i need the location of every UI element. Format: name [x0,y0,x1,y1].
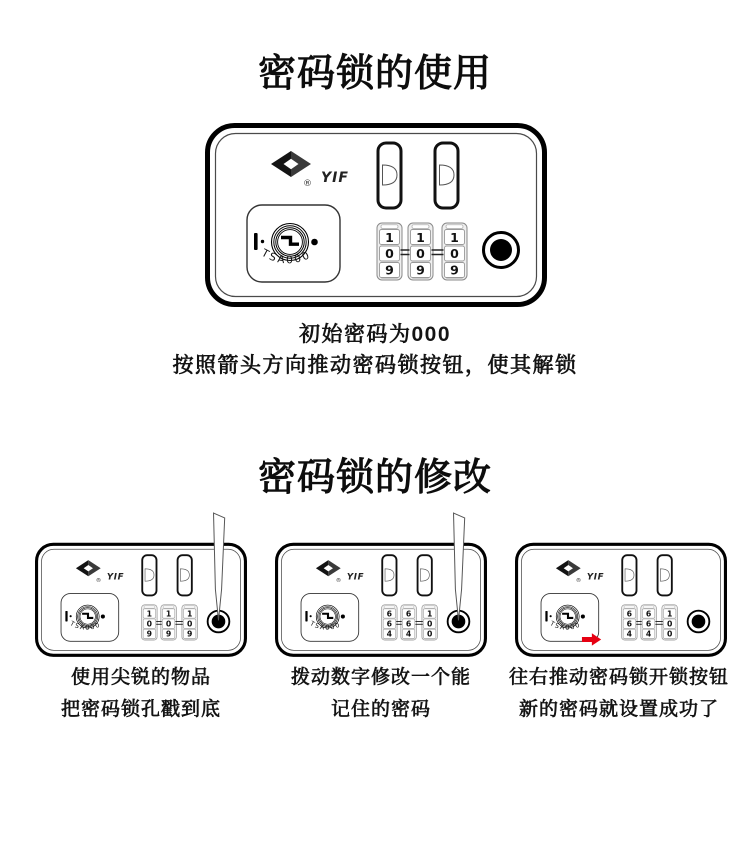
dial-digit: 0 [666,629,673,639]
lock-panel [37,544,246,655]
dial-digit: 1 [416,229,425,245]
step3-caption-line1: 往右推动密码锁开锁按钮 [508,667,729,688]
usage-note [0,319,750,381]
brand-label: YIF [346,572,365,583]
dial-digit: 4 [645,629,652,639]
step3-caption-line2: 新的密码就设置成功了 [518,699,719,720]
lock-diagram-step2 [275,511,487,657]
dial-digit: 6 [405,619,412,629]
dial-digit: 1 [426,609,433,619]
step1-caption-line1: 使用尖锐的物品 [70,667,211,688]
dial-digit: 1 [450,229,459,245]
registered-mark: ® [303,179,312,189]
dial-digit: 1 [186,609,193,619]
dial-digit: 9 [385,262,394,278]
lock-diagram-main [205,123,547,307]
step2-caption-line2: 记住的密码 [330,699,431,720]
dial-digit: 0 [385,246,394,261]
dial-digit: 4 [405,629,412,639]
lock-diagram-step3 [515,511,727,657]
dial-digit: 9 [146,629,153,639]
tsa-label: TSA000 [259,247,314,267]
dial-digit: 4 [386,629,393,639]
registered-mark: ® [95,577,102,584]
dial-digit: 9 [186,629,193,639]
registered-mark: ® [575,577,582,584]
brand-label: YIF [586,572,605,583]
dial-digit: 4 [626,629,633,639]
dial-digit: 0 [186,619,193,629]
lock-panel [277,544,486,655]
registered-mark: ® [335,577,342,584]
tsa-label: TSA000 [548,619,583,632]
step3-caption [479,662,750,726]
dial-digit: 9 [450,262,459,278]
dial-digit: 9 [165,629,172,639]
dial-digit: 0 [666,619,673,629]
section-title-use: 密码锁的使用 [257,53,492,95]
dial-digit: 6 [386,609,393,619]
dial-digit: 0 [146,619,153,629]
step2-caption-line1: 拨动数字修改一个能 [290,667,471,688]
section-title-modify: 密码锁的修改 [257,457,492,499]
dial-digit: 6 [645,609,652,619]
dial-digit: 6 [626,619,633,629]
lock-panel [517,544,726,655]
dial-digit: 1 [165,609,172,619]
dial-digit: 6 [386,619,393,629]
step1-caption [1,662,281,726]
dial-digit: 6 [645,619,652,629]
dial-digit: 1 [385,229,394,245]
step1-caption-line2: 把密码锁孔戳到底 [60,699,221,720]
dial-digit: 6 [626,609,633,619]
brand-label: YIF [321,170,349,186]
tsa-label: TSA000 [68,619,103,632]
lock-panel [208,126,545,305]
brand-label: YIF [106,572,125,583]
dial-digit: 0 [426,619,433,629]
tsa-label: TSA000 [308,619,343,632]
dial-digit: 1 [666,609,673,619]
dial-digit: 9 [416,262,425,278]
dial-digit: 0 [165,619,172,629]
dial-digit: 1 [146,609,153,619]
dial-digit: 0 [426,629,433,639]
dial-digit: 0 [416,246,425,261]
usage-note-line1: 初始密码为000 [298,323,452,346]
dial-digit: 0 [450,246,459,261]
lock-diagram-step1 [35,511,247,657]
dial-digit: 6 [405,609,412,619]
usage-note-line2: 按照箭头方向推动密码锁按钮，使其解锁 [172,354,578,377]
